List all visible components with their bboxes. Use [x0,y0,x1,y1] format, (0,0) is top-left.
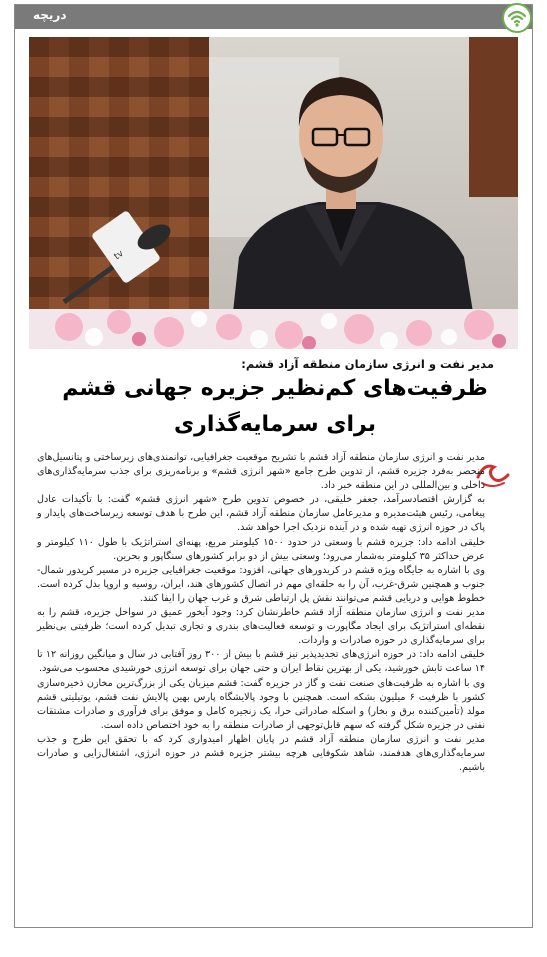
paragraph: خلیقی ادامه داد: جزیره قشم با وسعتی در حدود ۱۵۰۰ کیلومتر مربع، پهنه‌ای استراتژیک با طول ۱۱۰ کیلومتر و عرض حداکثر ۳۵ کیلومتر به‌شمار می‌رود؛ وسعتی بیش از دو برابر کشورهای سنگاپور و بحرین. [37,536,485,562]
article-headline: ظرفیت‌های کم‌نظیر جزیره جهانی قشم برای سرمایه‌گذاری [62,376,488,437]
paragraph: وی با اشاره به ظرفیت‌های صنعت نفت و گاز در جزیره گفت: قشم میزبان یکی از بزرگ‌ترین مخازن ذخیره‌سازی کشور با ظرفیت ۶ میلیون بشکه است. همچنین با وجود پالایشگاه پارس بهین پالایش نفت قشم، یوتیلیتی قشم مولد (تأمین‌کننده برق و بخار) و اسکله صادراتی حرا، یک زنجیره کامل و موفق برای فرآوری و صادرات مشتقات نفتی در جزیره شکل گرفته که سهم قابل‌توجهی از صادرات منطقه را به خود اختصاص داده است. [37,677,485,731]
paragraph: وی با اشاره به جایگاه ویژه قشم در کریدورهای جهانی، افزود: موقعیت جغرافیایی جزیره در مسیر کریدور شمال-جنوب و همچنین شرق-غرب، آن را به حلقه‌ای مهم در اتصال کشورهای هند، ایران، روسیه و اروپا بدل کرده است. خطوط هوایی و دریایی قشم می‌توانند نقش پل ارتباطی شرق و غرب جهان را ایفا کنند. [37,564,485,604]
paragraph: مدیر نفت و انرژی سازمان منطقه آزاد قشم در پایان اظهار امیدواری کرد که با تحقق این طرح و جذب سرمایه‌گذاری‌های هدفمند، شاهد شکوفایی هرچه بیشتر جزیره قشم در حوزه انرژی، اشتغال‌زایی و صادرات باشیم. [37,733,485,774]
article-frame [14,4,533,928]
article-kicker: مدیر نفت و انرژی سازمان منطقه آزاد قشم: [241,357,494,371]
article-body [37,451,485,775]
portrait-photo [29,37,518,349]
wifi-icon [502,3,532,33]
paragraph: به گزارش اقتصادسرآمد، جعفر خلیقی، در خصوص تدوین طرح «شهر انرژی قشم» گفت: با تأکیدات عادل پیغامی، رئیس هیئت‌مدیره و مدیرعامل سازمان منطقه آزاد قشم، این طرح با هدف توسعه زیرساخت‌های پایدار و پاک در حوزه انرژی تهیه شده و در آینده نزدیک اجرا خواهد شد. [37,494,485,534]
paragraph: مدیر نفت و انرژی سازمان منطقه آزاد قشم خاطرنشان کرد: وجود آبخور عمیق در سواحل جزیره، قشم را به نقطه‌ای استراتژیک برای ایجاد مگاپورت و توسعه فعالیت‌های بندری و تجاری تبدیل کرده است؛ ظرفیتی بی‌نظیر برای سرمایه‌گذاری در حوزه صادرات و واردات. [37,607,485,647]
section-header [15,5,532,29]
svg-text:tv: tv [112,248,126,263]
paragraph: مدیر نفت و انرژی سازمان منطقه آزاد قشم با تشریح موقعیت جغرافیایی، توانمندی‌های زیرساختی و پتانسیل‌های منحصر به‌فرد جزیره قشم، از تدوین طرح جامع «شهر انرژی قشم» و برنامه‌ریزی برای جذب سرمایه‌گذاری‌های داخلی و بین‌المللی در این منطقه خبر داد. [37,452,485,492]
section-label: دریچه [33,8,67,22]
paragraph: خلیقی ادامه داد: در حوزه انرژی‌های تجدیدپذیر نیز قشم با بیش از ۳۰۰ روز آفتابی در سال و میانگین روزانه ۱۲ تا ۱۴ ساعت تابش خورشید، یکی از بهترین نقاط ایران و حتی جهان برای توسعه انرژی خورشیدی محسوب می‌شود. [37,649,485,675]
